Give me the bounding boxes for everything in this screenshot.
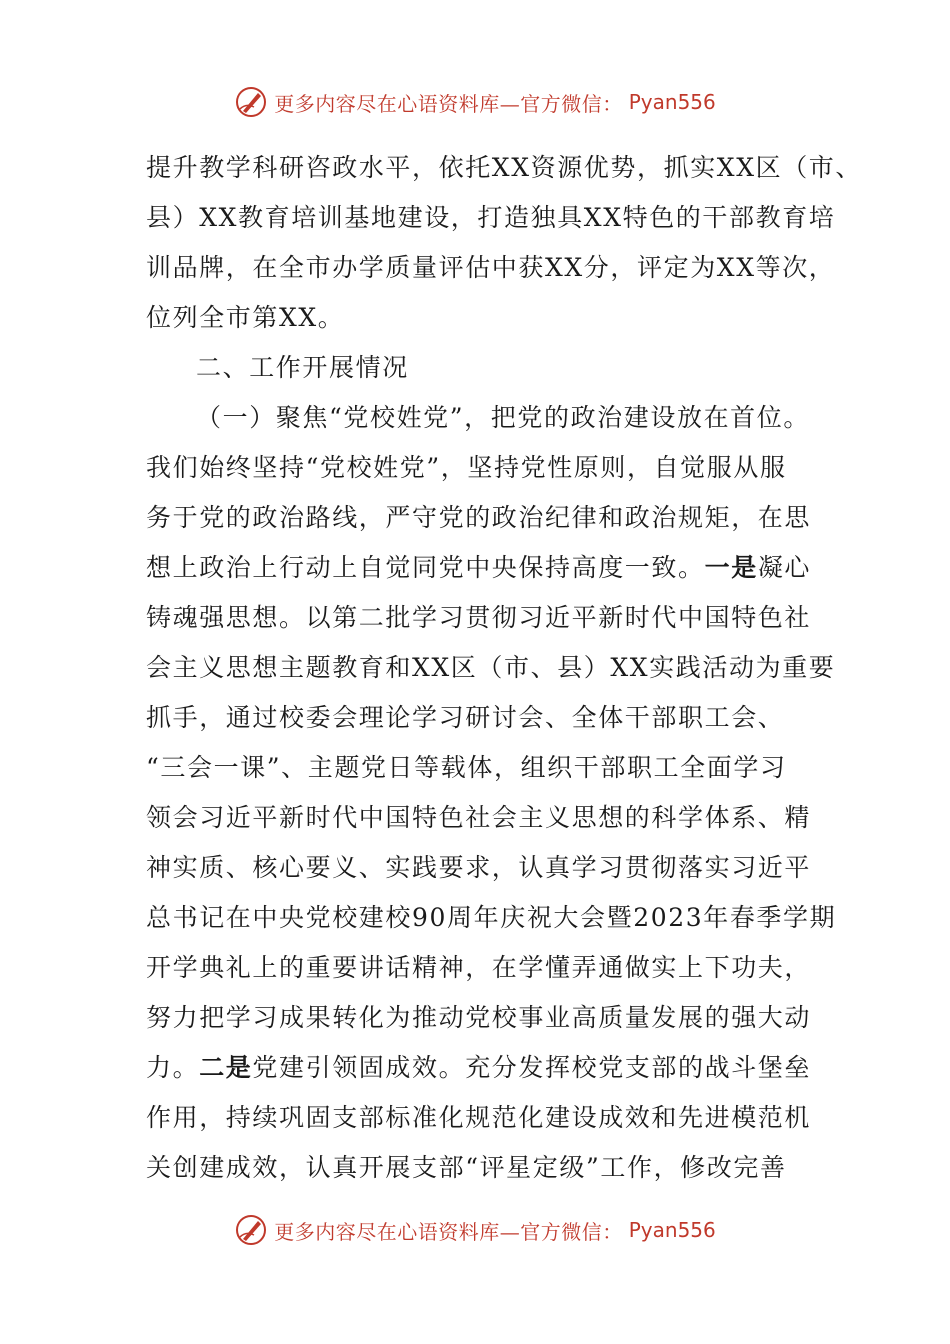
paragraph-line: 总书记在中央党校建校90周年庆祝大会暨2023年春季学期 (146, 903, 837, 932)
bold-lead-phrase: 一是 (704, 553, 758, 582)
paragraph-line: 铸魂强思想。以第二批学习贯彻习近平新时代中国特色社 (146, 603, 812, 632)
wechat-id: Pyan556 (628, 1218, 716, 1242)
bold-lead-phrase: 二是 (199, 1053, 253, 1082)
paragraph-line: 务于党的政治路线，严守党的政治纪律和政治规矩，在思 (146, 503, 812, 532)
paragraph-line: 关创建成效，认真开展支部“评星定级”工作，修改完善 (146, 1153, 787, 1182)
quill-logo-icon (234, 85, 268, 119)
paragraph-line: “三会一课”、主题党日等载体，组织干部职工全面学习 (146, 753, 787, 782)
paragraph-line: 神实质、核心要义、实践要求，认真学习贯彻落实习近平 (146, 853, 812, 882)
paragraph-line: 位列全市第XX。 (146, 303, 345, 332)
paragraph-line: 训品牌，在全市办学质量评估中获XX分，评定为XX等次， (146, 253, 836, 282)
paragraph-line: 领会习近平新时代中国特色社会主义思想的科学体系、精 (146, 803, 812, 832)
paragraph-line (146, 550, 811, 586)
paragraph-line: 会主义思想主题教育和XX区（市、县）XX实践活动为重要 (146, 653, 836, 682)
paragraph-line: 开学典礼上的重要讲话精神，在学懂弄通做实上下功夫， (146, 953, 812, 982)
paragraph-line: 提升教学科研咨政水平，依托XX资源优势，抓实XX区（市、 (146, 153, 862, 182)
paragraph-line: 我们始终坚持“党校姓党”，坚持党性原则，自觉服从服 (146, 453, 787, 482)
line-text: 凝心 (757, 553, 812, 582)
footer-watermark-banner (0, 1210, 950, 1250)
header-watermark-banner (0, 82, 950, 122)
paragraph-line: 抓手，通过校委会理论学习研讨会、全体干部职工会、 (146, 703, 785, 732)
paragraph-line: 作用，持续巩固支部标准化规范化建设成效和先进模范机 (146, 1103, 812, 1132)
line-text: 力。 (146, 1053, 200, 1082)
quill-logo-icon (234, 1213, 268, 1247)
paragraph-line: 努力把学习成果转化为推动党校事业高质量发展的强大动 (146, 1003, 812, 1032)
banner-text: 更多内容尽在心语资料库—官方微信： (274, 1219, 623, 1244)
paragraph-line (146, 1050, 811, 1086)
section-heading: 二、工作开展情况 (196, 353, 409, 382)
line-text: 想上政治上行动上自觉同党中央保持高度一致。 (146, 553, 705, 582)
wechat-id: Pyan556 (628, 90, 716, 114)
paragraph-line: 县）XX教育培训基地建设，打造独具XX特色的干部教育培 (146, 203, 836, 232)
line-text: 党建引领固成效。充分发挥校党支部的战斗堡垒 (252, 1053, 812, 1082)
banner-text: 更多内容尽在心语资料库—官方微信： (274, 91, 623, 116)
subsection-heading: （一）聚焦“党校姓党”，把党的政治建设放在首位。 (196, 403, 810, 432)
